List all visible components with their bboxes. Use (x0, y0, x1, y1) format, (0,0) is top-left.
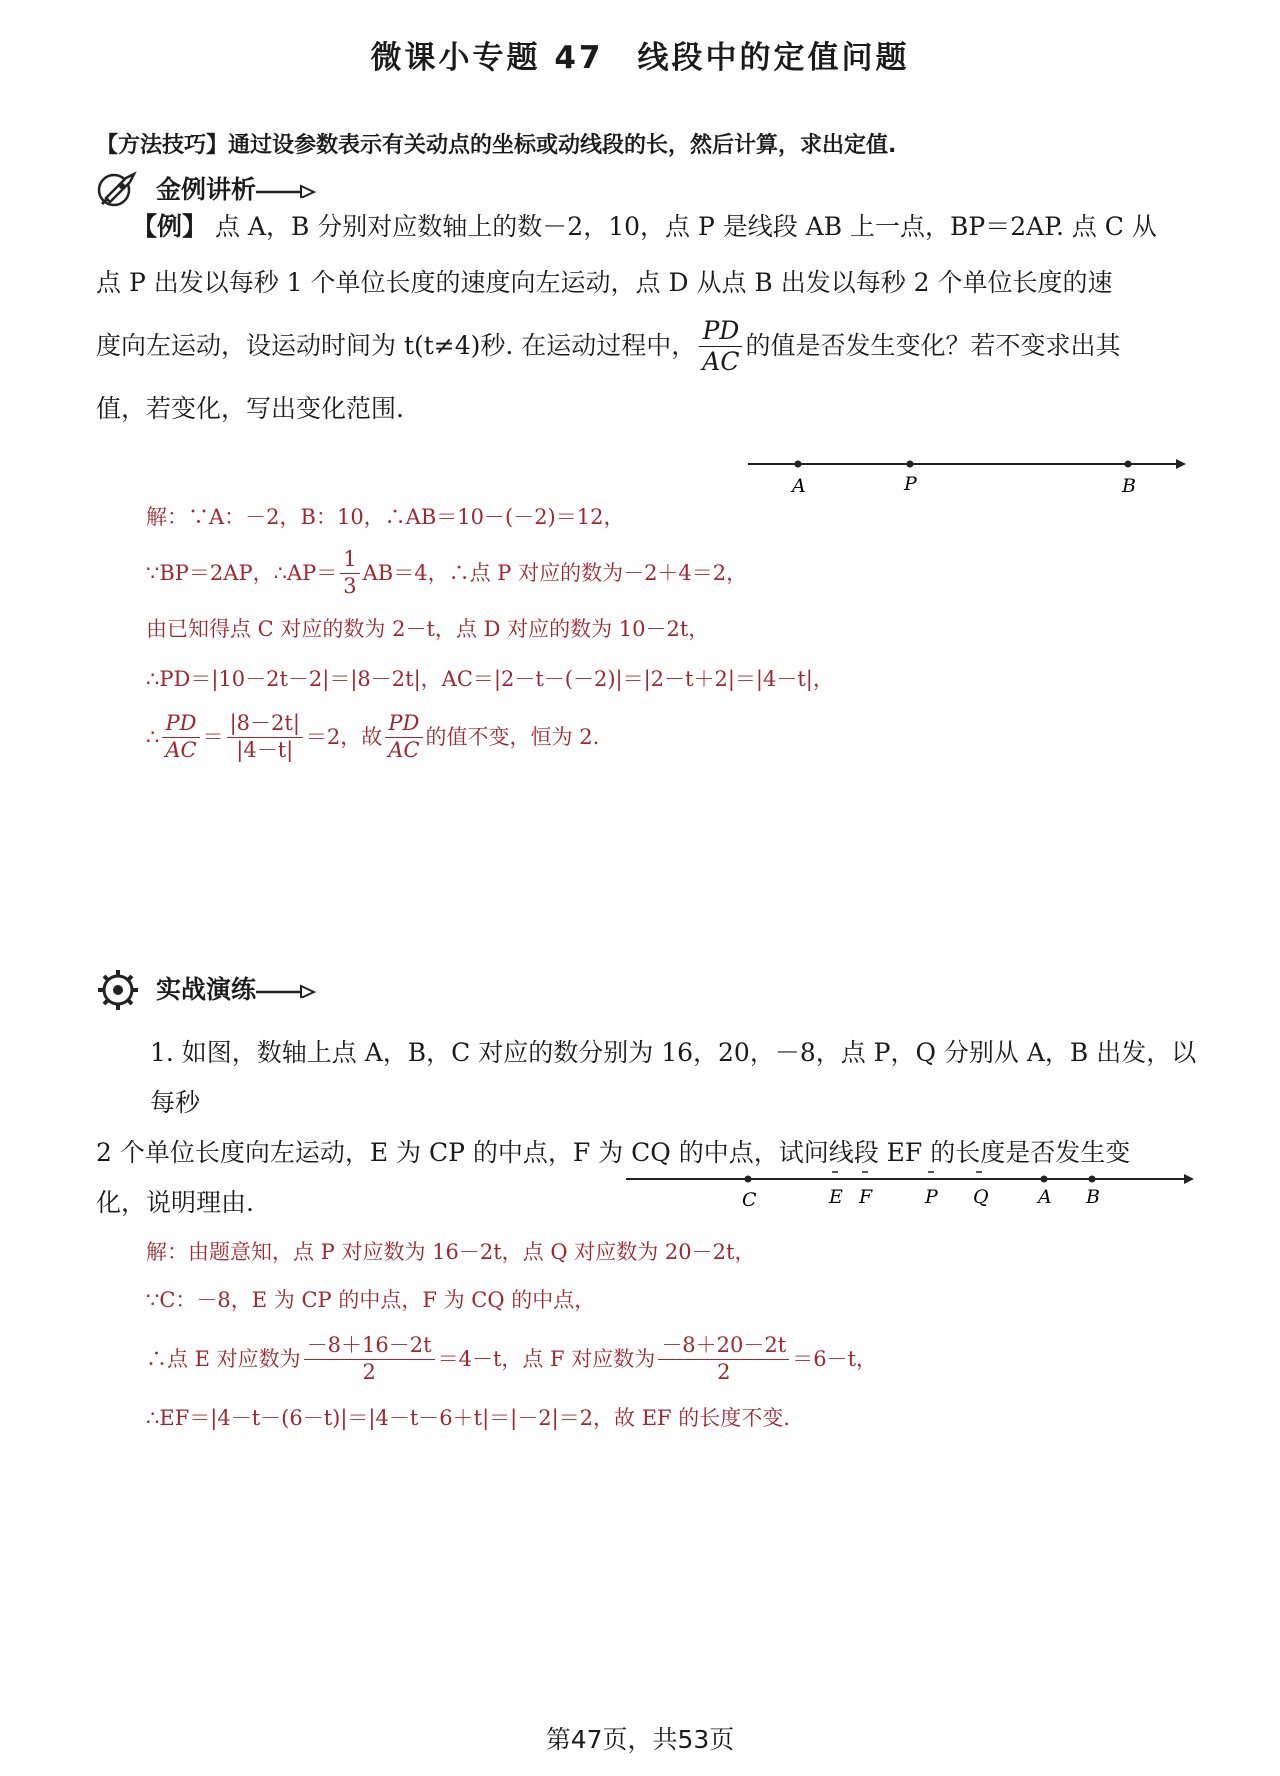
label-A: A (792, 475, 806, 497)
label-B: B (1086, 1186, 1100, 1208)
solution-1-line-5-pre: ∴ (146, 725, 160, 749)
point-B (1125, 461, 1132, 468)
solution-2 (146, 1228, 1166, 1442)
fraction-denominator: 3 (343, 573, 357, 598)
point-A (1041, 1176, 1048, 1183)
solution-1-line-1: 解：∵A：－2，B：10，∴AB＝10－(－2)＝12， (146, 505, 625, 529)
fraction-denominator: 2 (362, 1359, 376, 1384)
solution-2-line-2: ∵C：－8，E 为 CP 的中点，F 为 CQ 的中点， (146, 1288, 596, 1312)
example-fraction (699, 316, 742, 377)
fraction-numerator: PD (162, 711, 199, 737)
section-practice-header (92, 960, 316, 1016)
point-C (745, 1176, 752, 1183)
fraction-numerator: －8＋20－2t (658, 1333, 789, 1359)
point-P (907, 461, 914, 468)
solution-2-line-4: ∴EF＝|4－t－(6－t)|＝|4－t－6＋t|＝|－2|＝2，故 EF 的长度不变. (146, 1406, 790, 1430)
equals-sign: ＝ (202, 725, 224, 749)
example-line-4: 值，若变化，写出变化范围. (96, 394, 404, 423)
method-tip: 【方法技巧】通过设参数表示有关动点的坐标或动线段的长，然后计算，求出定值. (96, 133, 897, 158)
solution-1-line-2a: ∵BP＝2AP，∴AP＝ (146, 561, 338, 585)
fraction-numerator: －8＋16－2t (304, 1333, 435, 1359)
example-line-2: 点 P 出发以每秒 1 个单位长度的速度向左运动，点 D 从点 B 出发以每秒 2 个单位长度的速 (96, 268, 1113, 297)
example-line-3b: 的值是否发生变化？若不变求出其 (745, 331, 1121, 360)
example-prefix: 【例】 (132, 212, 208, 241)
arrow-decoration (256, 978, 316, 998)
label-F: F (859, 1186, 873, 1208)
page-footer: 第47页，共53页 (545, 1725, 735, 1754)
label-A: A (1038, 1186, 1052, 1208)
example-block (96, 199, 1196, 437)
fraction-numerator: |8－2t| (227, 711, 303, 737)
gear-icon (92, 960, 148, 1016)
solution-1 (146, 492, 1166, 770)
fraction-denominator: AC (165, 737, 197, 762)
solution-1-fraction-third (340, 547, 359, 598)
page-title: 微课小专题 47 线段中的定值问题 (370, 40, 910, 76)
solution-2-line-3a: ∴点 E 对应数为 (146, 1347, 301, 1371)
example-fraction-denominator: AC (702, 346, 740, 376)
fraction-numerator: 1 (340, 547, 359, 573)
solution-1-line-2b: AB＝4，∴点 P 对应的数为－2＋4＝2， (362, 561, 748, 585)
example-line-1: 点 A，B 分别对应数轴上的数－2，10，点 P 是线段 AB 上一点，BP＝2AP. 点 C 从 (214, 212, 1157, 241)
solution-1-line-5-end: 的值不变，恒为 2. (425, 725, 600, 749)
point-B (1089, 1176, 1096, 1183)
solution-1-fraction-pd-ac (162, 711, 199, 762)
problem-1-line-3: 化，说明理由. (96, 1188, 254, 1217)
number-line-2 (626, 1165, 1196, 1215)
problem-1-line-2: 2 个单位长度向左运动，E 为 CP 的中点，F 为 CQ 的中点，试问线段 EF 的长度是否发生变 (96, 1138, 1131, 1167)
solution-1-line-3: 由已知得点 C 对应的数为 2－t，点 D 对应的数为 10－2t， (146, 617, 710, 641)
label-C: C (742, 1189, 757, 1211)
label-B: B (1122, 475, 1136, 497)
example-line-3a: 度向左运动，设运动时间为 t(t≠4)秒. 在运动过程中， (96, 331, 697, 360)
point-A (795, 461, 802, 468)
solution-2-line-1: 解：由题意知，点 P 对应数为 16－2t，点 Q 对应数为 20－2t， (146, 1240, 756, 1264)
fraction-denominator: |4－t| (236, 737, 294, 762)
fraction-numerator: PD (385, 711, 422, 737)
arrow-decoration (256, 178, 316, 198)
solution-2-fraction-f (658, 1333, 789, 1384)
fraction-denominator: AC (388, 737, 420, 762)
problem-1-line-1: 1. 如图，数轴上点 A，B，C 对应的数分别为 16，20，－8，点 P，Q 分别从 A，B 出发，以每秒 (150, 1038, 1197, 1117)
solution-1-line-5-mid: ＝2，故 (305, 725, 383, 749)
solution-2-line-3b: ＝4－t，点 F 对应数为 (437, 1347, 656, 1371)
solution-1-line-4: ∴PD＝|10－2t－2|＝|8－2t|，AC＝|2－t－(－2)|＝|2－t＋2|＝|4－t|， (146, 667, 834, 691)
solution-2-line-3c: ＝6－t， (792, 1347, 878, 1371)
label-E: E (829, 1186, 843, 1208)
solution-2-fraction-e (304, 1333, 435, 1384)
section-practice-label: 实战演练 (156, 975, 257, 1004)
example-fraction-numerator: PD (699, 316, 742, 347)
solution-1-fraction-abs (227, 711, 303, 762)
fraction-denominator: 2 (717, 1359, 731, 1384)
solution-1-fraction-pd-ac-2 (385, 711, 422, 762)
section-example-label: 金例讲析 (156, 175, 257, 204)
label-P: P (904, 473, 917, 495)
label-P: P (925, 1186, 938, 1208)
label-Q: Q (973, 1186, 989, 1208)
